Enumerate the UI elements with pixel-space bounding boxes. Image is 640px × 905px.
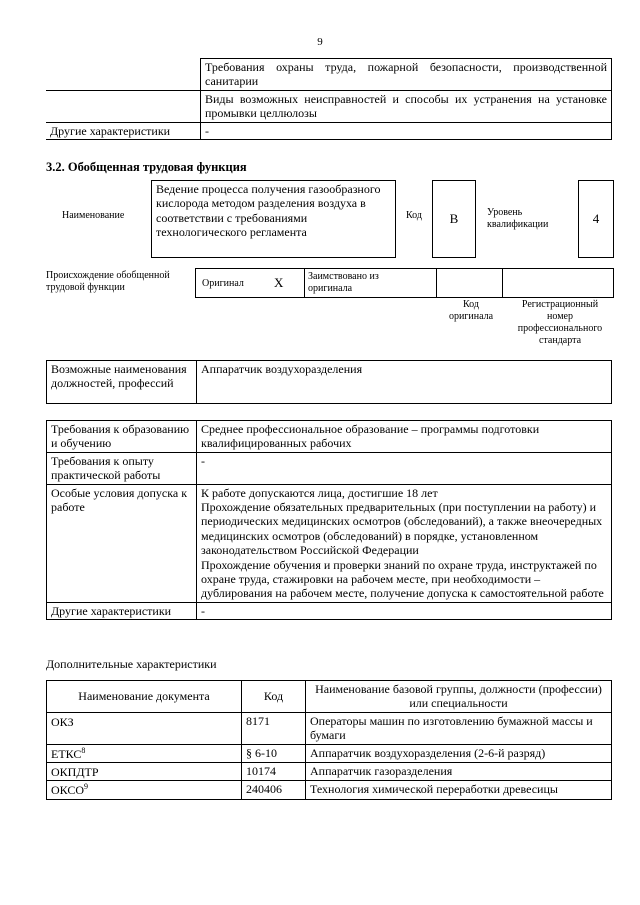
code-cell: § 6-10 bbox=[242, 744, 306, 762]
top-table bbox=[46, 58, 612, 140]
header-doc: Наименование документа bbox=[47, 681, 242, 713]
table-cell-value: - bbox=[201, 122, 612, 139]
name-cell: Операторы машин по изготовлению бумажной массы и бумаги bbox=[306, 712, 612, 744]
table-cell-label bbox=[46, 90, 201, 122]
req-line: Прохождение обучения и проверки знаний по охране труда, инструктажей по охране труда, стажировки на рабочем месте, при необходимости – дублирования на рабочем месте, получение допуска к самостоятельной работе bbox=[201, 557, 604, 601]
divider bbox=[304, 269, 305, 297]
doc-name: ОКЗ bbox=[51, 714, 74, 729]
borrowed-label: Заимствовано из оригинала bbox=[308, 271, 379, 294]
req-value bbox=[197, 484, 612, 602]
original-mark: X bbox=[274, 275, 284, 290]
doc-cell bbox=[47, 781, 242, 799]
name-cell: Аппаратчик газоразделения bbox=[306, 762, 612, 780]
doc-footnote: 8 bbox=[81, 745, 86, 755]
table-cell-label bbox=[46, 59, 201, 91]
original-label: Оригинал bbox=[202, 278, 244, 289]
doc-cell bbox=[47, 762, 242, 780]
requirements-table bbox=[46, 420, 612, 620]
req-value: Среднее профессиональное образование – программы подготовки квалифицированных рабочих bbox=[197, 421, 612, 453]
doc-name: ЕТКС bbox=[51, 746, 82, 761]
doc-cell bbox=[47, 744, 242, 762]
table-row bbox=[47, 744, 612, 762]
code-cell: 10174 bbox=[242, 762, 306, 780]
code-cell: 8171 bbox=[242, 712, 306, 744]
table-row bbox=[47, 484, 612, 602]
positions-value: Аппаратчик воздухоразделения bbox=[197, 361, 612, 404]
function-name: Ведение процесса получения газообразного кислорода методом разделения воздуха в соответствии с требованиями технологического регламента bbox=[151, 180, 396, 258]
req-label: Требования к образованию и обучению bbox=[47, 421, 197, 453]
req-label: Требования к опыту практической работы bbox=[47, 452, 197, 484]
table-row bbox=[47, 602, 612, 619]
table-row bbox=[47, 361, 612, 404]
code-label: Код bbox=[406, 210, 422, 221]
divider bbox=[436, 269, 437, 297]
name-cell: Аппаратчик воздухоразделения (2-6-й разряд) bbox=[306, 744, 612, 762]
origin-label: Происхождение обобщенной трудовой функции bbox=[46, 270, 170, 293]
reg-caption: Регистрационный номер профессионального стандарта bbox=[517, 299, 603, 346]
table-row bbox=[47, 781, 612, 799]
positions-table bbox=[46, 360, 612, 404]
table-row bbox=[47, 762, 612, 780]
table-row bbox=[46, 59, 612, 91]
doc-footnote: 9 bbox=[84, 782, 89, 792]
header-code: Код bbox=[242, 681, 306, 713]
code-value: B bbox=[432, 180, 476, 258]
req-line: К работе допускаются лица, достигшие 18 лет bbox=[201, 485, 438, 500]
table-header-row bbox=[47, 681, 612, 713]
req-label: Особые условия допуска к работе bbox=[47, 484, 197, 602]
header-name: Наименование базовой группы, должности (профессии) или специальности bbox=[306, 681, 612, 713]
req-value: - bbox=[197, 452, 612, 484]
code-caption: Код оригинала bbox=[448, 299, 494, 322]
req-label: Другие характеристики bbox=[47, 602, 197, 619]
positions-label: Возможные наименования должностей, профессий bbox=[47, 361, 197, 404]
additional-table bbox=[46, 680, 612, 800]
doc-name: ОКСО bbox=[51, 783, 85, 798]
divider bbox=[502, 269, 503, 297]
table-row bbox=[47, 712, 612, 744]
table-cell-label: Другие характеристики bbox=[46, 122, 201, 139]
name-label: Наименование bbox=[62, 210, 125, 221]
section-title: 3.2. Обобщенная трудовая функция bbox=[46, 160, 247, 174]
code-cell: 240406 bbox=[242, 781, 306, 799]
page-number: 9 bbox=[317, 36, 323, 48]
additional-title: Дополнительные характеристики bbox=[46, 657, 217, 671]
table-row bbox=[46, 90, 612, 122]
table-cell-value: Виды возможных неисправностей и способы их устранения на установке промывки целлюлозы bbox=[201, 90, 612, 122]
table-row bbox=[47, 452, 612, 484]
level-label: Уровень квалификации bbox=[487, 207, 549, 230]
table-row bbox=[47, 421, 612, 453]
origin-table bbox=[195, 268, 614, 298]
table-cell-value: Требования охраны труда, пожарной безопасности, производственной санитарии bbox=[201, 59, 612, 91]
doc-name: ОКПДТР bbox=[51, 764, 99, 779]
name-cell: Технология химической переработки древесицы bbox=[306, 781, 612, 799]
level-value: 4 bbox=[578, 180, 614, 258]
doc-cell bbox=[47, 712, 242, 744]
req-value: - bbox=[197, 602, 612, 619]
table-row bbox=[46, 122, 612, 139]
req-line: Прохождение обязательных предварительных (при поступлении на работу) и периодических медицинских осмотров (обследований), а также внеочередных медицинских осмотров (обследований) в порядке, установленном законодательством Российской Федерации bbox=[201, 499, 603, 558]
